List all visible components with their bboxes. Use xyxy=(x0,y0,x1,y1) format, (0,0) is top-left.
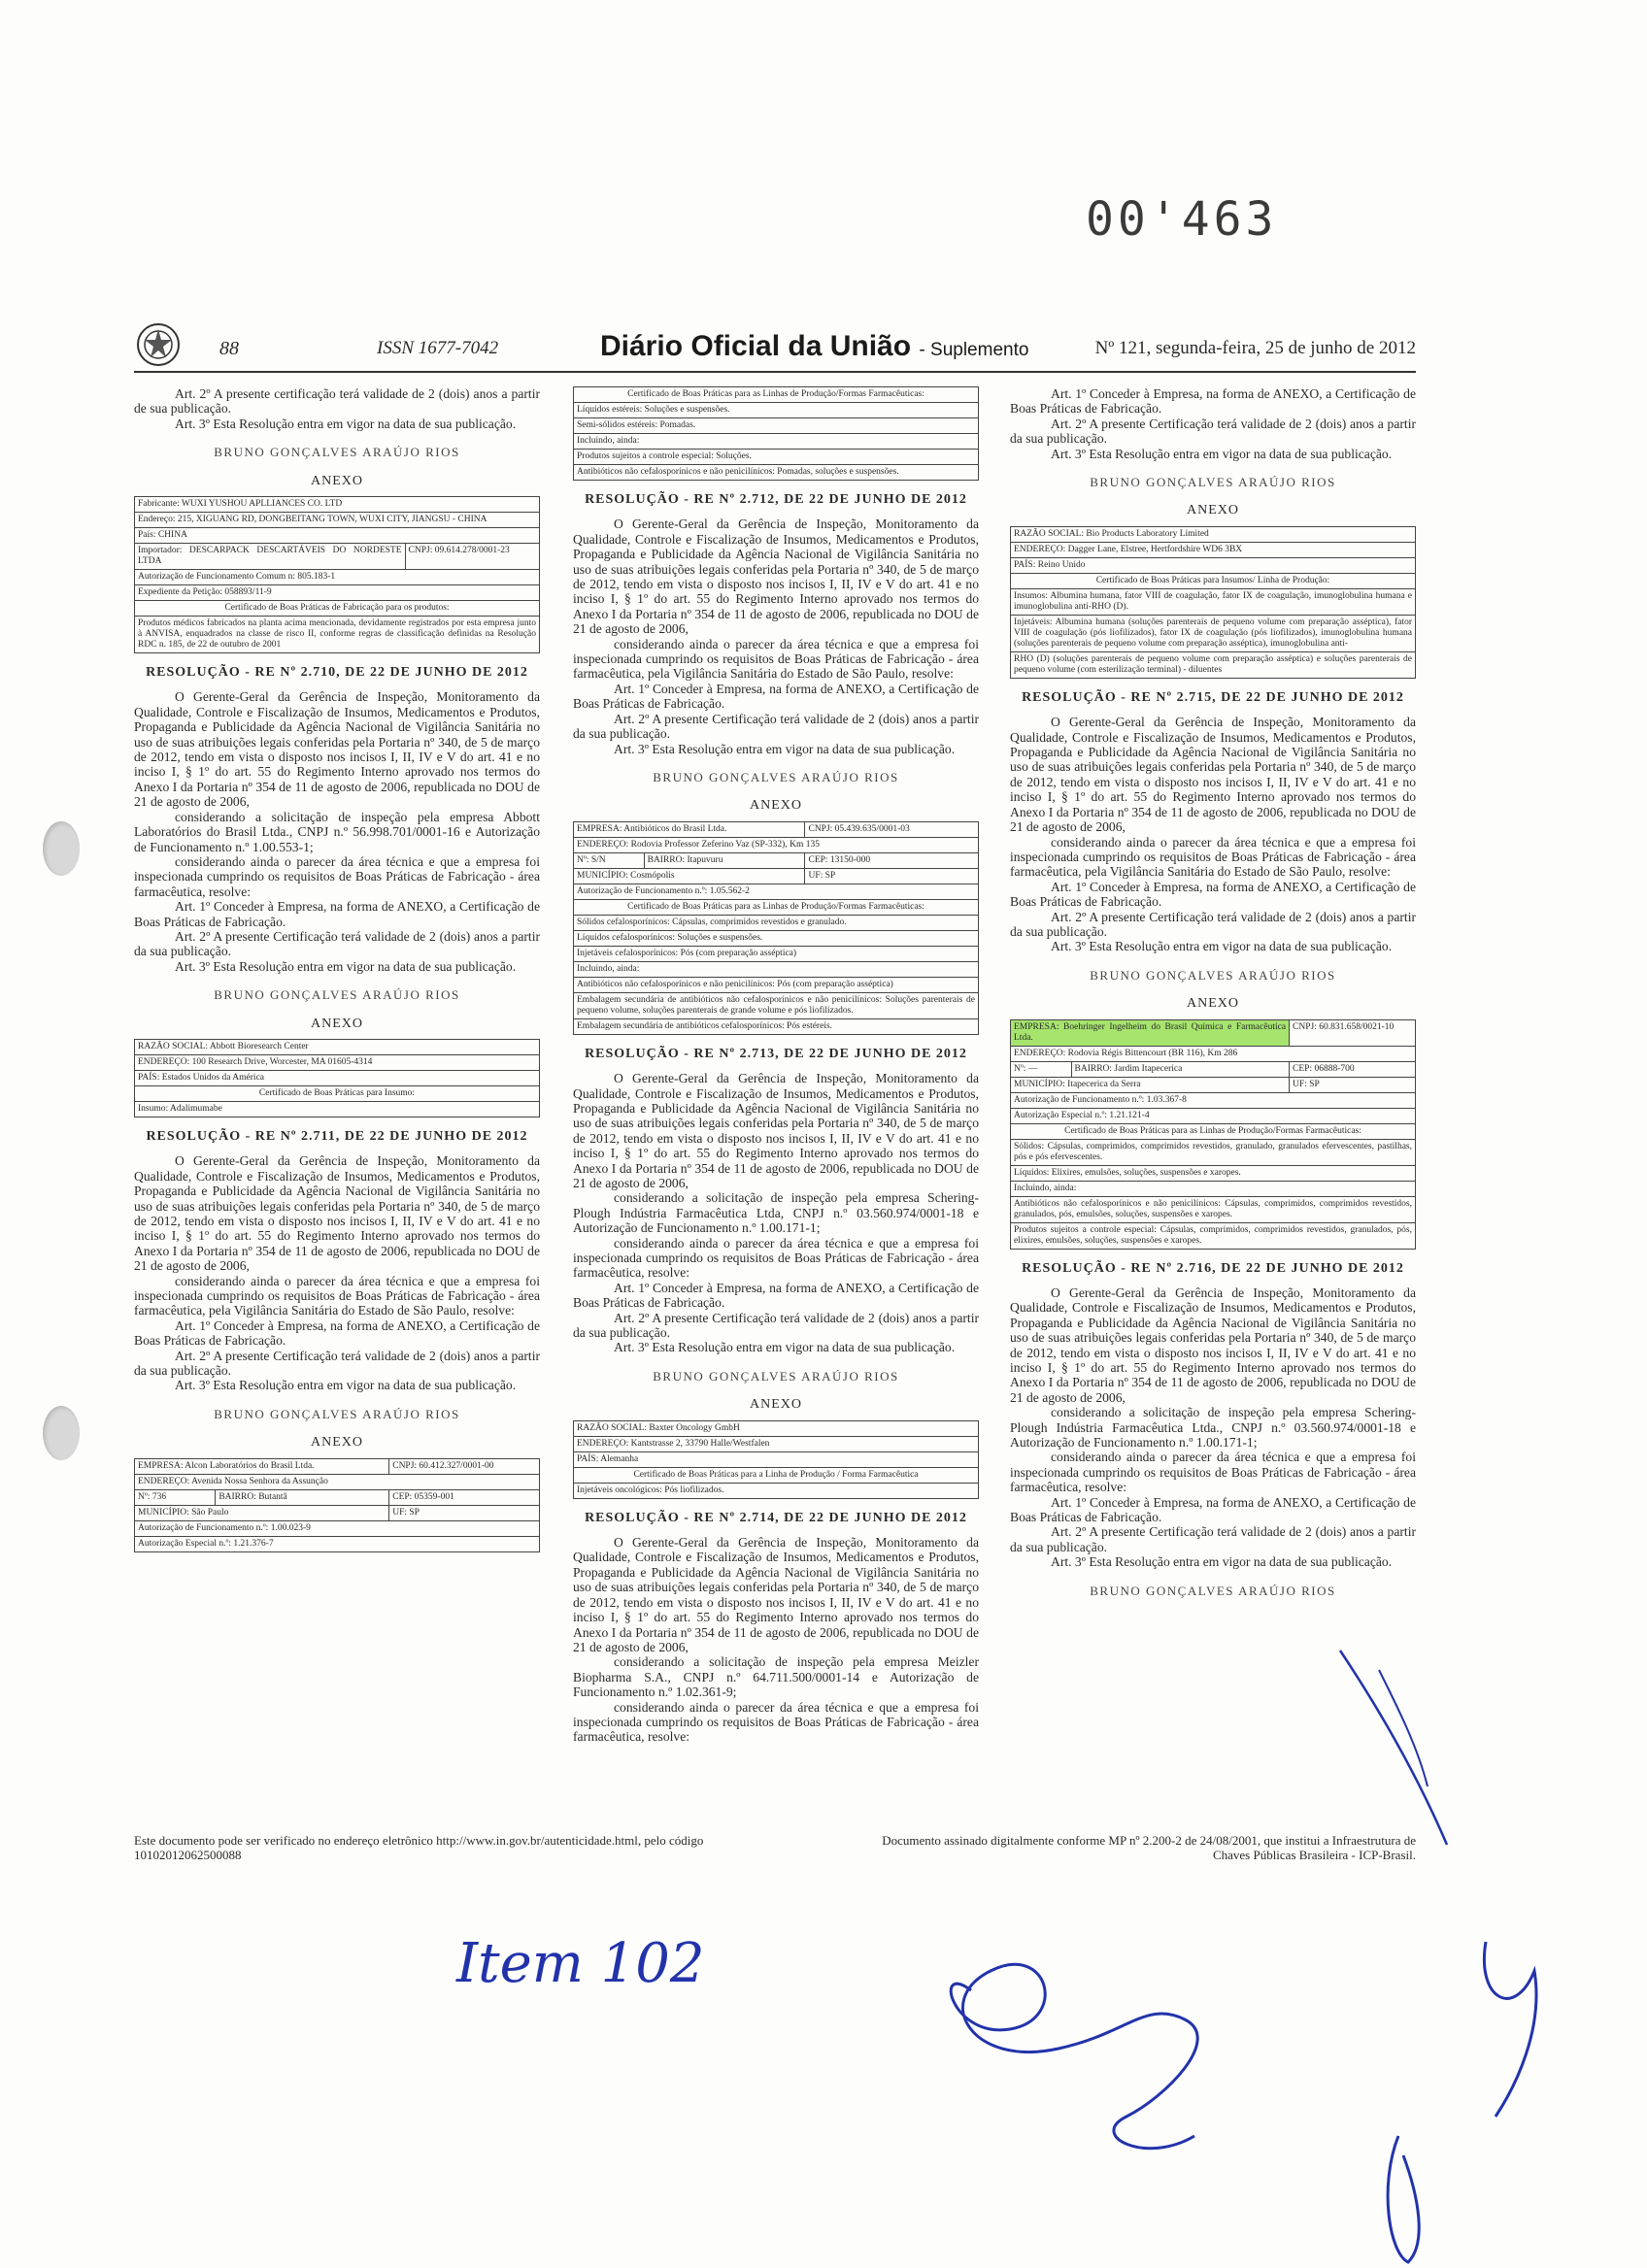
table-cell: Insumos: Albumina humana, fator VIII de coagulação, fator IX de coagulação, imunoglobulina humana e imunoglobulina anti-RHO (D). xyxy=(1011,588,1416,615)
table-cell: Autorização de Funcionamento n.º: 1.03.367-8 xyxy=(1011,1092,1416,1108)
paragraph: Art. 1º Conceder à Empresa, na forma de ANEXO, a Certificação de Boas Práticas de Fabricação. xyxy=(1010,879,1416,910)
anexo-heading: ANEXO xyxy=(1187,996,1239,1012)
highlighted-company-cell: EMPRESA: Boehringer Ingelheim do Brasil Química e Farmacêutica Ltda. xyxy=(1011,1019,1290,1046)
table-cell: MUNICÍPIO: Cosmópolis xyxy=(574,868,805,884)
paragraph: Art. 2º A presente Certificação terá validade de 2 (dois) anos a partir da sua publicação. xyxy=(1010,1524,1416,1554)
table-cell: CNPJ: 60.412.327/0001-00 xyxy=(389,1458,540,1474)
table-cell: Incluindo, ainda: xyxy=(574,961,979,977)
table-cell: Autorização de Funcionamento Comum n: 805.183-1 xyxy=(135,570,540,585)
table-cell: Certificado de Boas Práticas de Fabricação para os produtos: xyxy=(135,601,540,617)
table-cell: ENDEREÇO: Kantstrasse 2, 33790 Halle/Westfalen xyxy=(574,1436,979,1451)
table-cell: Nº: 736 xyxy=(135,1489,216,1505)
paragraph: O Gerente-Geral da Gerência de Inspeção, Monitoramento da Qualidade, Controle e Fiscalização de Insumos, Medicamentos e Produtos, Propaganda e Publicidade da Agência Nacional de Vigilância Sanitária no uso de suas atribuições legais conferidas pela Portaria nº 340, de 5 de março de 2012, tendo em vista o disposto nos incisos I, II, IV e V do art. 41 e no inciso I, § 1º do art. 55 do Regimento Interno aprovado nos termos do Anexo I da Portaria nº 354 de 11 de agosto de 2006, republicada no DOU de 21 de agosto de 2006, xyxy=(573,1535,979,1654)
table-cell: ENDEREÇO: Dagger Lane, Elstree, Hertfordshire WD6 3BX xyxy=(1011,542,1416,557)
table-cell: Certificado de Boas Práticas para Insumos/ Linha de Produção: xyxy=(1011,573,1416,588)
table-cell: Antibióticos não cefalosporínicos e não penicilínicos: Pós (com preparação asséptica) xyxy=(574,977,979,992)
newspaper-title: Diário Oficial da União - Suplemento xyxy=(600,330,1029,362)
table-cell: UF: SP xyxy=(389,1505,540,1520)
table-cell: Nº: — xyxy=(1011,1061,1072,1077)
table-cell: Líquidos estéreis: Soluções e suspensões. xyxy=(574,403,979,418)
paragraph: O Gerente-Geral da Gerência de Inspeção, Monitoramento da Qualidade, Controle e Fiscalização de Insumos, Medicamentos e Produtos, Propaganda e Publicidade da Agência Nacional de Vigilância Sanitária no uso de suas atribuições legais conferidas pela Portaria nº 340, de 5 de março de 2012, tendo em vista o disposto nos incisos I, II, IV e V do art. 41 e no inciso I, § 1º do art. 55 do Regimento Interno aprovado nos termos do Anexo I da Portaria nº 354 de 11 de agosto de 2006, republicada no DOU de 21 de agosto de 2006, xyxy=(1010,715,1416,835)
table-cell: Embalagem secundária de antibióticos cefalosporínicos: Pós estéreis. xyxy=(574,1018,979,1034)
table-cell: Produtos médicos fabricados na planta acima mencionada, devidamente registrados por esta empresa junto à ANVISA, enquadrados na classe de risco II, conforme regras de classificação definidas na Resolução RDC n. 185, de 22 de outubro de 2001 xyxy=(135,617,540,653)
paragraph: O Gerente-Geral da Gerência de Inspeção, Monitoramento da Qualidade, Controle e Fiscalização de Insumos, Medicamentos e Produtos, Propaganda e Publicidade da Agência Nacional de Vigilância Sanitária no uso de suas atribuições legais conferidas pela Portaria nº 340, de 5 de março de 2012, tendo em vista o disposto nos incisos I, II, IV e V do art. 41 e no inciso I, § 1º do art. 55 do Regimento Interno aprovado nos termos do Anexo I da Portaria nº 354 de 11 de agosto de 2006, republicada no DOU de 21 de agosto de 2006, xyxy=(573,1071,979,1190)
anexo-heading: ANEXO xyxy=(311,1016,363,1031)
table-cell: Fabricante: WUXI YUSHOU APLLIANCES CO. LTD xyxy=(135,497,540,513)
paragraph: Art. 1º Conceder à Empresa, na forma de ANEXO, a Certificação de Boas Práticas de Fabricação. xyxy=(134,1317,540,1349)
paragraph: considerando ainda o parecer da área técnica e que a empresa foi inspecionada cumprindo os requisitos de Boas Práticas de Fabricação - área farmacêutica, resolve: xyxy=(573,1699,979,1745)
anexo-heading: ANEXO xyxy=(750,798,802,814)
paragraph: Art. 2º A presente Certificação terá validade de 2 (dois) anos a partir da sua publicação. xyxy=(134,928,540,959)
table-cell: Antibióticos não cefalosporínicos e não penicilínicos: Pomadas, soluções e suspensões. xyxy=(574,465,979,481)
footer-digital-signature-note: Documento assinado digitalmente conforme MP nº 2.200-2 de 24/08/2001, que institui a Infraestrutura de Chaves Públicas Brasileira - ICP-Brasil. xyxy=(882,1833,1416,1862)
paragraph: considerando a solicitação de inspeção pela empresa Meizler Biopharma S.A., CNPJ n.º 64.711.500/0001-14 e Autorização de Funcionamento n.º 1.02.361-9; xyxy=(573,1654,979,1700)
paragraph: Art. 1º Conceder à Empresa, na forma de ANEXO, a Certificação de Boas Práticas de Fabricação. xyxy=(134,899,540,929)
signature-scribble-1 xyxy=(951,1964,1197,2148)
table-cell: PAÍS: Estados Unidos da América xyxy=(135,1070,540,1085)
paragraph: Art. 2º A presente Certificação terá validade de 2 (dois) anos a partir da sua publicação. xyxy=(1010,909,1416,939)
signature-scribble-2 xyxy=(1388,2136,1419,2262)
table-cell: CEP: 06888-700 xyxy=(1290,1061,1416,1077)
anexo-heading: ANEXO xyxy=(311,1435,363,1451)
paragraph: Art. 2º A presente certificação terá validade de 2 (dois) anos a partir de sua publicação. xyxy=(134,386,540,417)
table-cell: Incluindo, ainda: xyxy=(1011,1181,1416,1196)
paragraph: considerando ainda o parecer da área técnica e que a empresa foi inspecionada cumprindo os requisitos de Boas Práticas de Fabricação - área farmacêutica, pela Vigilância Sanitária do Estado de São Paulo, resolve: xyxy=(134,1273,540,1318)
table-cell: Autorização de Funcionamento n.º: 1.05.562-2 xyxy=(574,884,979,899)
table-cell: Sólidos cefalosporínicos: Cápsulas, comprimidos revestidos e granulado. xyxy=(574,915,979,930)
table-cell: Semi-sólidos estéreis: Pomadas. xyxy=(574,418,979,434)
signature-name: BRUNO GONÇALVES ARAÚJO RIOS xyxy=(653,1368,899,1384)
table-cell: CNPJ: 60.831.658/0021-10 xyxy=(1290,1019,1416,1046)
table-cell: ENDEREÇO: Rodovia Régis Bittencourt (BR 116), Km 286 xyxy=(1011,1046,1416,1061)
table-cell: EMPRESA: Alcon Laboratórios do Brasil Ltda. xyxy=(135,1458,389,1474)
signature-name: BRUNO GONÇALVES ARAÚJO RIOS xyxy=(1090,967,1336,983)
table-cell: Autorização de Funcionamento n.º: 1.00.023-9 xyxy=(135,1520,540,1536)
anexo-heading: ANEXO xyxy=(750,1397,802,1413)
paragraph: Art. 3º Esta Resolução entra em vigor na data de sua publicação. xyxy=(175,958,517,974)
paragraph: considerando a solicitação de inspeção pela empresa Schering-Plough Indústria Farmacêutica Ltda, CNPJ n.º 03.560.974/0001-18 e Autorização de Funcionamento n.º 1.00.171-1; xyxy=(573,1190,979,1236)
signature-name: BRUNO GONÇALVES ARAÚJO RIOS xyxy=(214,987,460,1003)
paragraph: Art. 1º Conceder à Empresa, na forma de ANEXO, a Certificação de Boas Práticas de Fabricação. xyxy=(1010,1494,1416,1525)
table-cell: Produtos sujeitos a controle especial: Soluções. xyxy=(574,450,979,465)
margin-mark xyxy=(1379,1670,1428,1786)
table-cell: BAIRRO: Jardim Itapecerica xyxy=(1071,1061,1290,1077)
resolution-title: RESOLUÇÃO - RE Nº 2.715, DE 22 DE JUNHO DE 2012 xyxy=(1022,689,1404,705)
paragraph: considerando a solicitação de inspeção pela empresa Abbott Laboratórios do Brasil Ltda., CNPJ n.º 56.998.701/0001-16 e Autorização de Funcionamento n.º 1.00.553-1; xyxy=(134,809,540,854)
signature-name: BRUNO GONÇALVES ARAÚJO RIOS xyxy=(214,1406,460,1421)
table-cell: Importador: DESCARPACK DESCARTÁVEIS DO NORDESTE LTDA xyxy=(135,544,406,570)
paragraph: O Gerente-Geral da Gerência de Inspeção, Monitoramento da Qualidade, Controle e Fiscalização de Insumos, Medicamentos e Produtos, Propaganda e Publicidade da Agência Nacional de Vigilância Sanitária no uso de suas atribuições legais conferidas pela Portaria nº 340, de 5 de março de 2012, tendo em vista o disposto nos incisos I, II, IV e V do art. 41 e no inciso I, § 1º do art. 55 do Regimento Interno aprovado nos termos do Anexo I da Portaria nº 354 de 11 de agosto de 2006, republicada no DOU de 21 de agosto de 2006, xyxy=(573,517,979,637)
table-cell: Autorização Especial n.º: 1.21.121-4 xyxy=(1011,1108,1416,1123)
table-cell: Certificado de Boas Práticas para Insumo: xyxy=(135,1085,540,1101)
paragraph: O Gerente-Geral da Gerência de Inspeção, Monitoramento da Qualidade, Controle e Fiscalização de Insumos, Medicamentos e Produtos, Propaganda e Publicidade da Agência Nacional de Vigilância Sanitária no uso de suas atribuições legais conferidas pela Portaria nº 340, de 5 de março de 2012, tendo em vista o disposto nos incisos I, II, IV e V do art. 41 e no inciso I, § 1º do art. 55 do Regimento Interno aprovado nos termos do Anexo I da Portaria nº 354 de 11 de agosto de 2006, republicada no DOU de 21 de agosto de 2006, xyxy=(134,1153,540,1274)
paragraph: considerando ainda o parecer da área técnica e que a empresa foi inspecionada cumprindo os requisitos de Boas Práticas de Fabricação - área farmacêutica, pela Vigilância Sanitária do Estado de São Paulo, resolve: xyxy=(1010,834,1416,880)
table-cell: Insumo: Adalimumabe xyxy=(135,1101,540,1117)
table-cell: País: CHINA xyxy=(135,528,540,544)
table-cell: Injetáveis: Albumina humana (soluções parenterais de pequeno volume com preparação asséptica), fator VIII de coagulação (pós liofilizados), fator IX de coagulação (pós liofilizados), imunoglobulina humana (soluções parenterais de pequeno volume com preparação asséptica), imunoglobulina anti- xyxy=(1011,615,1416,651)
table-cell: RAZÃO SOCIAL: Bio Products Laboratory Limited xyxy=(1011,526,1416,542)
table-cell: Incluindo, ainda: xyxy=(574,434,979,450)
table-cell: Expediente da Petição: 058893/11-9 xyxy=(135,585,540,601)
paragraph: Art. 2º A presente Certificação terá validade de 2 (dois) anos a partir da sua publicação. xyxy=(1010,416,1416,447)
table-cell: Embalagem secundária de antibióticos não cefalosporínicos e não penicilínicos: Soluções parenterais de pequeno volume, soluções parenterais de grande volume e pós liofilizados. xyxy=(574,992,979,1018)
paragraph: Art. 2º A presente Certificação terá validade de 2 (dois) anos a partir da sua publicação. xyxy=(573,711,979,742)
table-cell: BAIRRO: Butantã xyxy=(216,1489,389,1505)
paragraph: considerando a solicitação de inspeção pela empresa Schering-Plough Indústria Farmacêutica Ltda., CNPJ n.º 03.560.974/0001-18 e Autorização de Funcionamento n.º 1.00.171-1; xyxy=(1010,1405,1416,1451)
paragraph: Art. 3º Esta Resolução entra em vigor na data de sua publicação. xyxy=(175,1378,517,1393)
table-cell: BAIRRO: Itapuvuru xyxy=(644,852,805,868)
table-cell: CNPJ: 09.614.278/0001-23 xyxy=(405,544,539,570)
table-cell: Líquidos: Elixires, emulsões, soluções, suspensões e xaropes. xyxy=(1011,1165,1416,1181)
paragraph: Art. 3º Esta Resolução entra em vigor na data de sua publicação. xyxy=(1051,446,1393,461)
table-cell: Autorização Especial n.º: 1.21.376-7 xyxy=(135,1536,540,1551)
resolution-title: RESOLUÇÃO - RE Nº 2.716, DE 22 DE JUNHO DE 2012 xyxy=(1022,1260,1404,1276)
paragraph: considerando ainda o parecer da área técnica e que a empresa foi inspecionada cumprindo os requisitos de Boas Práticas de Fabricação - área farmacêutica, resolve: xyxy=(134,853,540,899)
table-cell: Certificado de Boas Práticas para as Linhas de Produção/Formas Farmacêuticas: xyxy=(574,387,979,403)
table-cell: Certificado de Boas Práticas para as Linhas de Produção/Formas Farmacêuticas: xyxy=(574,899,979,915)
paragraph: considerando ainda o parecer da área técnica e que a empresa foi inspecionada cumprindo os requisitos de Boas Práticas de Fabricação - área farmacêutica, resolve: xyxy=(573,1235,979,1281)
table-cell: Produtos sujeitos a controle especial: Cápsulas, comprimidos, comprimidos revestidos, granulados, pós, elixires, emulsões, soluções, suspensões e xaropes. xyxy=(1011,1222,1416,1249)
table-cell: EMPRESA: Antibióticos do Brasil Ltda. xyxy=(574,821,805,837)
table-cell: RAZÃO SOCIAL: Abbott Bioresearch Center xyxy=(135,1039,540,1054)
paragraph: O Gerente-Geral da Gerência de Inspeção, Monitoramento da Qualidade, Controle e Fiscalização de Insumos, Medicamentos e Produtos, Propaganda e Publicidade da Agência Nacional de Vigilância Sanitária no uso de suas atribuições legais conferidas pela Portaria nº 340, de 5 de março de 2012, tendo em vista o disposto nos incisos I, II, IV e V do art. 41 e no inciso I, § 1º do art. 55 do Regimento Interno aprovado nos termos do Anexo I da Portaria nº 354 de 11 de agosto de 2006, republicada no DOU de 21 de agosto de 2006, xyxy=(1010,1284,1416,1405)
table-cell: CEP: 13150-000 xyxy=(805,852,979,868)
anexo-heading: ANEXO xyxy=(1187,503,1239,518)
signature-scribble-3 xyxy=(1484,1942,1536,2117)
table-cell: Sólidos: Cápsulas, comprimidos, comprimidos revestidos, granulado, granulados efervescentes, pastilhas, pós e pós efervescentes. xyxy=(1011,1139,1416,1165)
resolution-title: RESOLUÇÃO - RE Nº 2.710, DE 22 DE JUNHO DE 2012 xyxy=(146,665,528,681)
resolution-title: RESOLUÇÃO - RE Nº 2.712, DE 22 DE JUNHO DE 2012 xyxy=(585,492,967,507)
table-cell: Líquidos cefalosporínicos: Soluções e suspensões. xyxy=(574,930,979,946)
table-cell: RAZÃO SOCIAL: Baxter Oncology GmbH xyxy=(574,1420,979,1436)
paragraph: considerando ainda o parecer da área técnica e que a empresa foi inspecionada cumprindo os requisitos de Boas Práticas de Fabricação - área farmacêutica, pela Vigilância Sanitária do Estado de São Paulo, resolve: xyxy=(573,636,979,682)
table-cell: ENDEREÇO: 100 Research Drive, Worcester, MA 01605-4314 xyxy=(135,1054,540,1070)
paragraph: considerando ainda o parecer da área técnica e que a empresa foi inspecionada cumprindo os requisitos de Boas Práticas de Fabricação - área farmacêutica, resolve: xyxy=(1010,1450,1416,1495)
table-cell: UF: SP xyxy=(1290,1077,1416,1092)
table-cell: Certificado de Boas Práticas para a Linha de Produção / Forma Farmacêutica xyxy=(574,1467,979,1483)
paragraph: Art. 2º A presente Certificação terá validade de 2 (dois) anos a partir da sua publicação. xyxy=(573,1310,979,1341)
table-cell: Injetáveis oncológicos: Pós liofilizados. xyxy=(574,1483,979,1498)
paragraph: Art. 3º Esta Resolução entra em vigor na data de sua publicação. xyxy=(614,741,956,756)
table-cell: Endereço: 215, XIGUANG RD, DONGBEITANG TOWN, WUXI CITY, JIANGSU - CHINA xyxy=(135,513,540,528)
table-cell: Certificado de Boas Práticas para as Linhas de Produção/Formas Farmacêuticas: xyxy=(1011,1123,1416,1139)
table-cell: Injetáveis cefalosporínicos: Pós (com preparação asséptica) xyxy=(574,946,979,961)
resolution-title: RESOLUÇÃO - RE Nº 2.714, DE 22 DE JUNHO DE 2012 xyxy=(585,1510,967,1525)
paragraph: O Gerente-Geral da Gerência de Inspeção, Monitoramento da Qualidade, Controle e Fiscalização de Insumos, Medicamentos e Produtos, Propaganda e Publicidade da Agência Nacional de Vigilância Sanitária no uso de suas atribuições legais conferidas pela Portaria nº 340, de 5 de março de 2012, tendo em vista o disposto nos incisos I, II, IV e V do art. 41 e no inciso I, § 1º do art. 55 do Regimento Interno aprovado nos termos do Anexo I da Portaria nº 354 de 11 de agosto de 2006, republicada no DOU de 21 de agosto de 2006, xyxy=(134,689,540,810)
paragraph: Art. 3º Esta Resolução entra em vigor na data de sua publicação. xyxy=(1051,939,1393,954)
page-stamp-number: 00'463 xyxy=(1086,192,1278,247)
paragraph: Art. 1º Conceder à Empresa, na forma de ANEXO, a Certificação de Boas Práticas de Fabricação. xyxy=(1010,386,1416,417)
issue-date: Nº 121, segunda-feira, 25 de junho de 2012 xyxy=(1094,338,1416,358)
signature-name: BRUNO GONÇALVES ARAÚJO RIOS xyxy=(1090,475,1336,490)
table-cell: CEP: 05359-001 xyxy=(389,1489,540,1505)
table-cell: PAÍS: Reino Unido xyxy=(1011,557,1416,573)
table-cell: MUNICÍPIO: Itapecerica da Serra xyxy=(1011,1077,1290,1092)
table-cell: MUNICÍPIO: São Paulo xyxy=(135,1505,389,1520)
resolution-title: RESOLUÇÃO - RE Nº 2.713, DE 22 DE JUNHO DE 2012 xyxy=(585,1046,967,1061)
anexo-heading: ANEXO xyxy=(311,473,363,488)
table-cell: Antibióticos não cefalosporínicos e não penicilínicos: Cápsulas, comprimidos, comprimidos revestidos, granulados, pós, emulsões, soluções, suspensões e xaropes. xyxy=(1011,1196,1416,1222)
issn: ISSN 1677-7042 xyxy=(377,338,499,358)
table-cell: RHO (D) (soluções parenterais de pequeno volume com preparação asséptica) e soluções parenterais de pequeno volume (com esterilização terminal) - diluentes xyxy=(1011,651,1416,678)
table-cell: UF: SP xyxy=(805,868,979,884)
table-cell: Nº: S/N xyxy=(574,852,645,868)
table-cell: ENDEREÇO: Avenida Nossa Senhora da Assunção xyxy=(135,1474,540,1489)
signature-name: BRUNO GONÇALVES ARAÚJO RIOS xyxy=(1090,1583,1336,1598)
paragraph: Art. 2º A presente Certificação terá validade de 2 (dois) anos a partir da sua publicação. xyxy=(134,1348,540,1379)
footer-verification-note: Este documento pode ser verificado no endereço eletrônico http://www.in.gov.br/autenticidade.html, pelo código 10102012062500088 xyxy=(134,1833,704,1862)
handwritten-note: Item 102 xyxy=(456,1932,705,1995)
paragraph: Art. 1º Conceder à Empresa, na forma de ANEXO, a Certificação de Boas Práticas de Fabricação. xyxy=(573,1280,979,1311)
page-number: 88 xyxy=(219,338,239,359)
table-cell: CNPJ: 05.439.635/0001-03 xyxy=(805,821,979,837)
table-cell: ENDEREÇO: Rodovia Professor Zeferino Vaz (SP-332), Km 135 xyxy=(574,837,979,852)
table-cell: PAÍS: Alemanha xyxy=(574,1451,979,1467)
signature-name: BRUNO GONÇALVES ARAÚJO RIOS xyxy=(214,445,460,460)
resolution-title: RESOLUÇÃO - RE Nº 2.711, DE 22 DE JUNHO DE 2012 xyxy=(146,1128,528,1144)
paragraph: Art. 3º Esta Resolução entra em vigor na data de sua publicação. xyxy=(175,416,517,431)
paragraph: Art. 3º Esta Resolução entra em vigor na data de sua publicação. xyxy=(1051,1554,1393,1570)
paragraph: Art. 1º Conceder à Empresa, na forma de ANEXO, a Certificação de Boas Práticas de Fabricação. xyxy=(573,681,979,712)
signature-name: BRUNO GONÇALVES ARAÚJO RIOS xyxy=(653,769,899,784)
margin-mark xyxy=(1340,1651,1447,1845)
paragraph: Art. 3º Esta Resolução entra em vigor na data de sua publicação. xyxy=(614,1340,956,1355)
